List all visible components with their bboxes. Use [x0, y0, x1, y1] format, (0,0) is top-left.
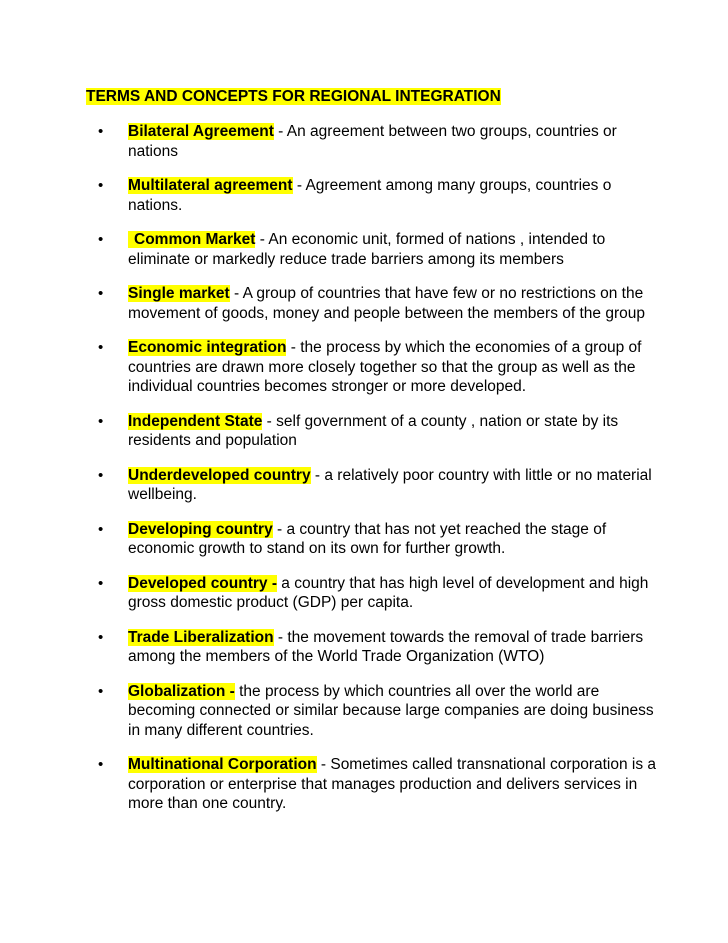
- list-item: [98, 412, 658, 451]
- term-label: Developed country -: [128, 574, 277, 592]
- list-item: [98, 466, 658, 505]
- list-item: [98, 520, 658, 559]
- list-item: [98, 122, 658, 161]
- term-definition: - self government of a county , nation or state by its residents and population: [128, 412, 619, 449]
- bullet-icon: •: [98, 412, 104, 430]
- list-item: [98, 628, 658, 667]
- document-title: [86, 87, 501, 107]
- bullet-icon: •: [98, 339, 104, 356]
- term-definition: - An economic unit, formed of nations , intended to eliminate or markedly reduce trade barriers among its members: [128, 231, 606, 268]
- bullet-icon: •: [98, 466, 104, 484]
- list-item: [98, 574, 658, 613]
- bullet-icon: •: [98, 285, 104, 302]
- bullet-icon: •: [98, 628, 104, 646]
- bullet-icon: •: [98, 756, 104, 773]
- list-item: [98, 682, 658, 741]
- term-label: Economic integration: [128, 339, 287, 356]
- term-label: Independent State: [128, 412, 263, 430]
- list-item: [98, 755, 658, 814]
- terms-list: [98, 122, 658, 829]
- term-label: Trade Liberalization: [128, 628, 274, 646]
- term-definition: - A group of countries that have few or no restrictions on the movement of goods, money and people between the members of the group: [128, 285, 645, 322]
- term-definition: - a relatively poor country with little or no material wellbeing.: [128, 466, 652, 503]
- list-item: [98, 338, 658, 397]
- term-label: Multinational Corporation: [128, 756, 317, 773]
- term-definition: - the process by which the economies of a group of countries are drawn more closely together so that the group as well as the individual countries becomes stronger or more developed.: [128, 339, 642, 395]
- term-definition: - a country that has not yet reached the stage of economic growth to stand on its own for further growth.: [128, 520, 607, 557]
- bullet-icon: •: [98, 574, 104, 592]
- bullet-icon: •: [98, 520, 104, 538]
- bullet-icon: •: [98, 231, 104, 248]
- title-highlight: TERMS AND CONCEPTS FOR REGIONAL INTEGRATION: [86, 88, 501, 105]
- term-label: Single market: [128, 285, 230, 302]
- term-label: Bilateral Agreement: [128, 123, 274, 140]
- term-definition: - Sometimes called transnational corporation is a corporation or enterprise that manages production and delivers services in more than one country.: [128, 756, 657, 812]
- bullet-icon: •: [98, 123, 104, 140]
- term-definition: - An agreement between two groups, countries or nations: [128, 123, 617, 160]
- term-label: Developing country: [128, 520, 273, 538]
- list-item: [98, 176, 658, 215]
- list-item: [98, 230, 658, 269]
- term-label: Multilateral agreement: [128, 177, 293, 194]
- bullet-icon: •: [98, 177, 104, 194]
- term-definition: - the movement towards the removal of trade barriers among the members of the World Trade Organization (WTO): [128, 628, 644, 665]
- list-item: [98, 284, 658, 323]
- term-definition: - Agreement among many groups, countries o nations.: [128, 177, 612, 214]
- term-label: Globalization -: [128, 682, 235, 700]
- term-definition: a country that has high level of development and high gross domestic product (GDP) per capita.: [128, 574, 649, 611]
- term-label: Underdeveloped country: [128, 466, 311, 484]
- term-label: Common Market: [128, 231, 255, 248]
- term-definition: the process by which countries all over the world are becoming connected or similar because large companies are doing business in many different countries.: [128, 682, 654, 739]
- bullet-icon: •: [98, 682, 104, 700]
